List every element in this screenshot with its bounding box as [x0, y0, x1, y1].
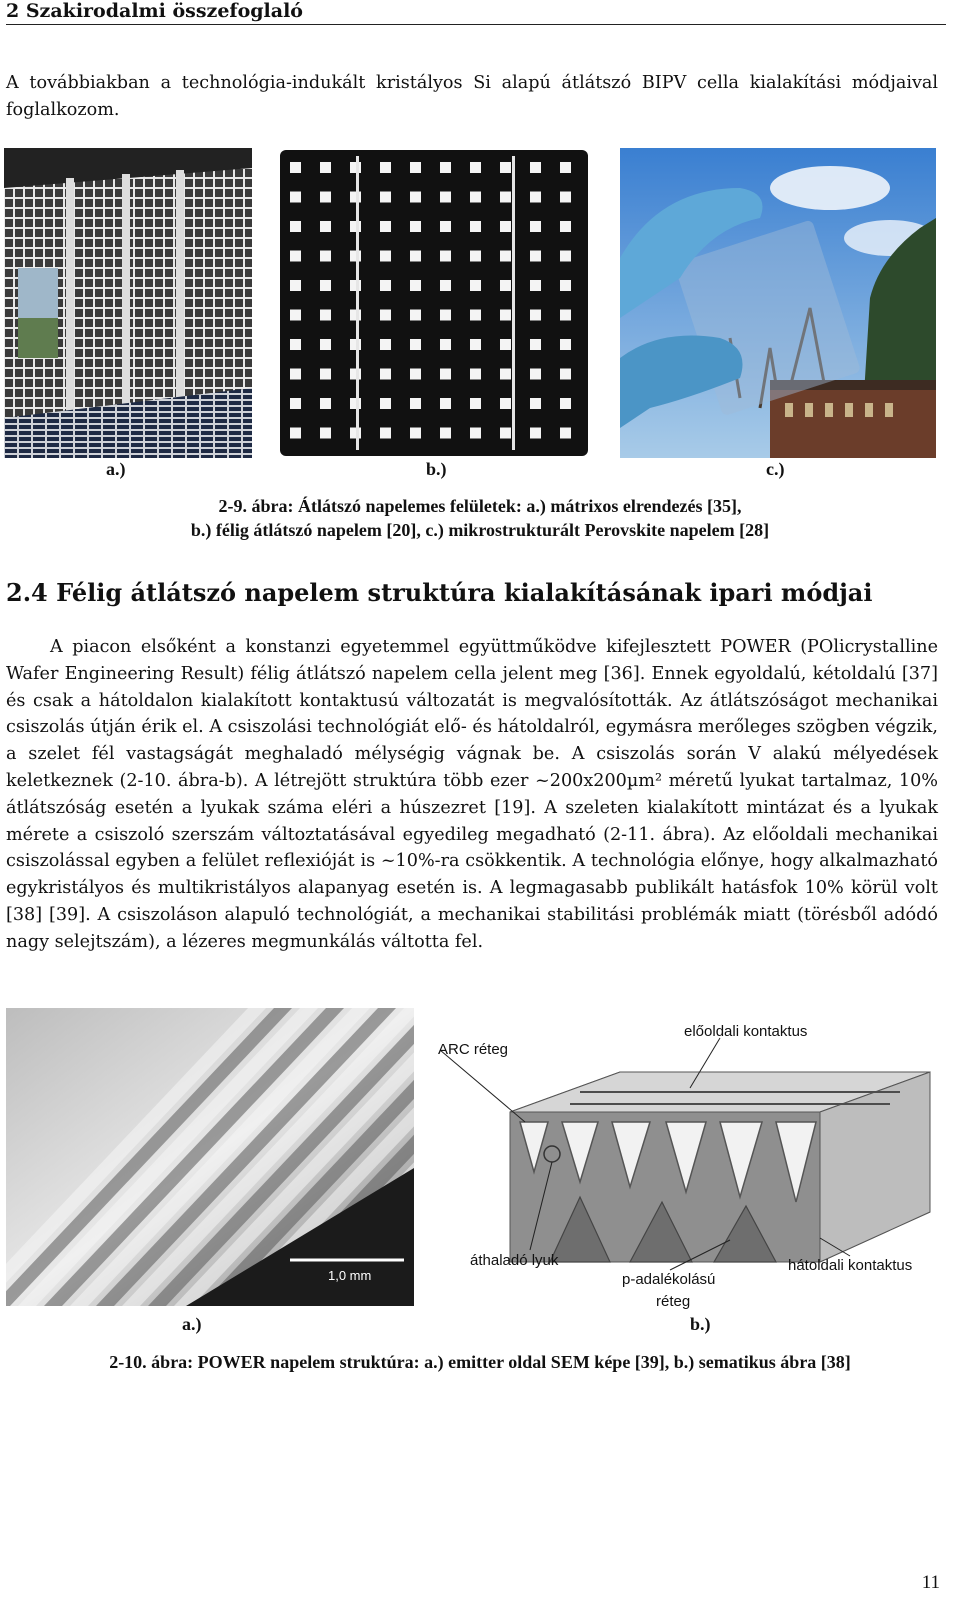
cell-hole: [530, 339, 541, 350]
cell-hole: [290, 280, 301, 291]
cell-hole: [470, 339, 481, 350]
figure-2-9c-label: c.): [766, 459, 785, 479]
cell-hole: [410, 339, 421, 350]
cell-hole: [530, 251, 541, 262]
cell-hole: [380, 339, 391, 350]
cell-hole: [500, 310, 511, 321]
cell-hole: [530, 192, 541, 203]
cell-hole: [560, 251, 571, 262]
cell-hole: [470, 162, 481, 173]
cell-hole: [350, 251, 361, 262]
cell-hole: [320, 339, 331, 350]
cell-hole: [530, 428, 541, 439]
cell-hole: [560, 398, 571, 409]
cell-hole: [350, 339, 361, 350]
section-title: 2.4 Félig átlátszó napelem struktúra kialakításának ipari módjai: [6, 578, 873, 607]
cell-hole: [410, 398, 421, 409]
cell-hole: [380, 428, 391, 439]
figure-2-10-caption: 2-10. ábra: POWER napelem struktúra: a.) emitter oldal SEM képe [39], b.) sematikus ábra [38]: [109, 1352, 851, 1372]
cell-hole: [410, 280, 421, 291]
cell-hole: [350, 310, 361, 321]
cell-hole: [380, 310, 391, 321]
running-head: 2 Szakirodalmi összefoglaló: [6, 0, 946, 25]
cell-hole: [560, 310, 571, 321]
cell-hole: [290, 251, 301, 262]
cell-hole: [290, 192, 301, 203]
figure-2-9a-label: a.): [106, 459, 126, 479]
cell-hole: [320, 398, 331, 409]
cell-hole: [470, 398, 481, 409]
cell-hole: [410, 310, 421, 321]
figure-2-10b-label: b.): [690, 1314, 711, 1334]
cell-hole: [500, 280, 511, 291]
figure-2-9c-photo: [620, 148, 936, 458]
page-number: 11: [921, 1572, 940, 1593]
cell-hole: [410, 369, 421, 380]
cell-hole: [500, 369, 511, 380]
cell-hole: [410, 428, 421, 439]
figure-2-9b-cell: [280, 150, 588, 456]
cell-hole: [290, 398, 301, 409]
cell-hole: [470, 192, 481, 203]
cell-hole: [290, 428, 301, 439]
cell-hole: [320, 369, 331, 380]
label-doped-layer-line1: p-adalékolású: [622, 1271, 716, 1288]
label-front-contact: előoldali kontaktus: [684, 1023, 808, 1040]
cell-hole: [530, 221, 541, 232]
cell-hole: [440, 428, 451, 439]
cell-hole: [470, 428, 481, 439]
cell-hole: [440, 221, 451, 232]
cell-hole: [440, 369, 451, 380]
cell-hole: [440, 310, 451, 321]
label-through-hole: áthaladó lyuk: [470, 1252, 559, 1269]
cell-hole: [440, 192, 451, 203]
cell-hole: [320, 310, 331, 321]
label-back-contact: hátoldali kontaktus: [788, 1257, 913, 1274]
cell-hole: [320, 162, 331, 173]
cell-hole: [380, 251, 391, 262]
cell-hole: [500, 398, 511, 409]
figure-2-9b-label: b.): [426, 459, 447, 479]
cell-hole: [530, 369, 541, 380]
cell-hole: [380, 398, 391, 409]
cell-hole: [530, 398, 541, 409]
figure-2-9-caption-line2: b.) félig átlátszó napelem [20], c.) mikrostrukturált Perovskite napelem [28]: [190, 520, 770, 540]
cell-hole: [290, 162, 301, 173]
cell-hole: [320, 221, 331, 232]
cell-hole: [380, 280, 391, 291]
cell-hole: [320, 192, 331, 203]
cell-hole: [470, 280, 481, 291]
cell-hole: [500, 251, 511, 262]
cell-hole: [440, 280, 451, 291]
cell-hole: [560, 162, 571, 173]
intro-paragraph: A továbbiakban a technológia-indukált kristályos Si alapú átlátszó BIPV cella kialakítási módjaival foglalkozom.: [6, 73, 938, 120]
cell-hole: [560, 339, 571, 350]
cell-hole: [350, 369, 361, 380]
cell-hole: [500, 192, 511, 203]
cell-hole: [290, 221, 301, 232]
cell-hole: [350, 221, 361, 232]
cell-hole: [380, 369, 391, 380]
cell-hole: [380, 221, 391, 232]
cell-hole: [560, 280, 571, 291]
figure-2-10b-schematic: [430, 1012, 942, 1314]
cell-hole: [320, 428, 331, 439]
cell-hole: [560, 221, 571, 232]
cell-hole: [440, 251, 451, 262]
cell-hole: [410, 192, 421, 203]
label-doped-layer-line2: réteg: [656, 1293, 691, 1310]
cell-hole: [530, 310, 541, 321]
cell-hole: [500, 221, 511, 232]
figure-2-9a-photo: [4, 148, 252, 458]
cell-hole: [470, 221, 481, 232]
cell-hole: [350, 398, 361, 409]
cell-hole: [350, 428, 361, 439]
cell-hole: [530, 280, 541, 291]
cell-hole: [320, 251, 331, 262]
cell-hole: [500, 428, 511, 439]
cell-hole: [440, 398, 451, 409]
scale-bar-label: 1,0 mm: [328, 1268, 372, 1283]
cell-hole: [470, 369, 481, 380]
cell-hole: [500, 162, 511, 173]
cell-hole: [410, 162, 421, 173]
figure-2-9-caption-line1: 2-9. ábra: Átlátszó napelemes felületek: a.) mátrixos elrendezés [35],: [218, 496, 742, 516]
label-arc-layer: ARC réteg: [438, 1041, 509, 1058]
cell-hole: [530, 162, 541, 173]
cell-hole: [350, 192, 361, 203]
cell-hole: [350, 162, 361, 173]
cell-hole: [350, 280, 361, 291]
cell-hole: [440, 162, 451, 173]
cell-hole: [290, 310, 301, 321]
cell-hole: [560, 428, 571, 439]
figure-2-10a-sem: [6, 1008, 414, 1306]
cell-hole: [470, 310, 481, 321]
cell-hole: [560, 369, 571, 380]
cell-hole: [500, 339, 511, 350]
section-body: A piacon elsőként a konstanzi egyetemmel együttműködve kifejlesztett POWER (POlicrystalline Wafer Engineering Result) félig átlátszó napelem cella jelent meg [36]. Ennek egyoldalú, kétoldalú [37] és csak a hátoldalon kialakított kontaktusú változatát is megvalósították. Az átlátszóságot mechanikai csiszolás útján érik el. A csiszolási technológiát elő- és hátoldalról, egymásra merőleges szögben végzik, a szelet fél vastagságát meghaladó mélységig vágnak be. A csiszolás során V alakú mélyedések keletkeznek (2-10. ábra-b). A létrejött struktúra több ezer ~200x200µm² méretű lyukat tartalmaz, 10% átlátszóság esetén a lyukak száma eléri a húszezret [19]. A szeleten kialakított mintázat és a lyukak mérete a csiszoló szerszám változtatásával egyedileg megadható (2-11. ábra). Az előoldali mechanikai csiszolással egyben a felület reflexióját is ~10%-ra csökkentik. A technológia előnye, hogy alkalmazható egykristályos és multikristályos alapanyag esetén is. A legmagasabb publikált hatásfok 10% körül volt [38] [39]. A csiszoláson alapuló technológiát, a mechanikai stabilitási problémák miatt (törésből adódó nagy selejtszám), a lézeres megmunkálás váltotta fel.: [6, 637, 939, 952]
cell-hole: [470, 251, 481, 262]
cell-hole: [290, 369, 301, 380]
cell-hole: [410, 221, 421, 232]
cell-hole: [380, 162, 391, 173]
cell-hole: [320, 280, 331, 291]
cell-hole: [380, 192, 391, 203]
cell-hole: [290, 339, 301, 350]
cell-hole: [440, 339, 451, 350]
figure-2-10a-label: a.): [182, 1314, 202, 1334]
cell-hole: [410, 251, 421, 262]
cell-hole: [560, 192, 571, 203]
